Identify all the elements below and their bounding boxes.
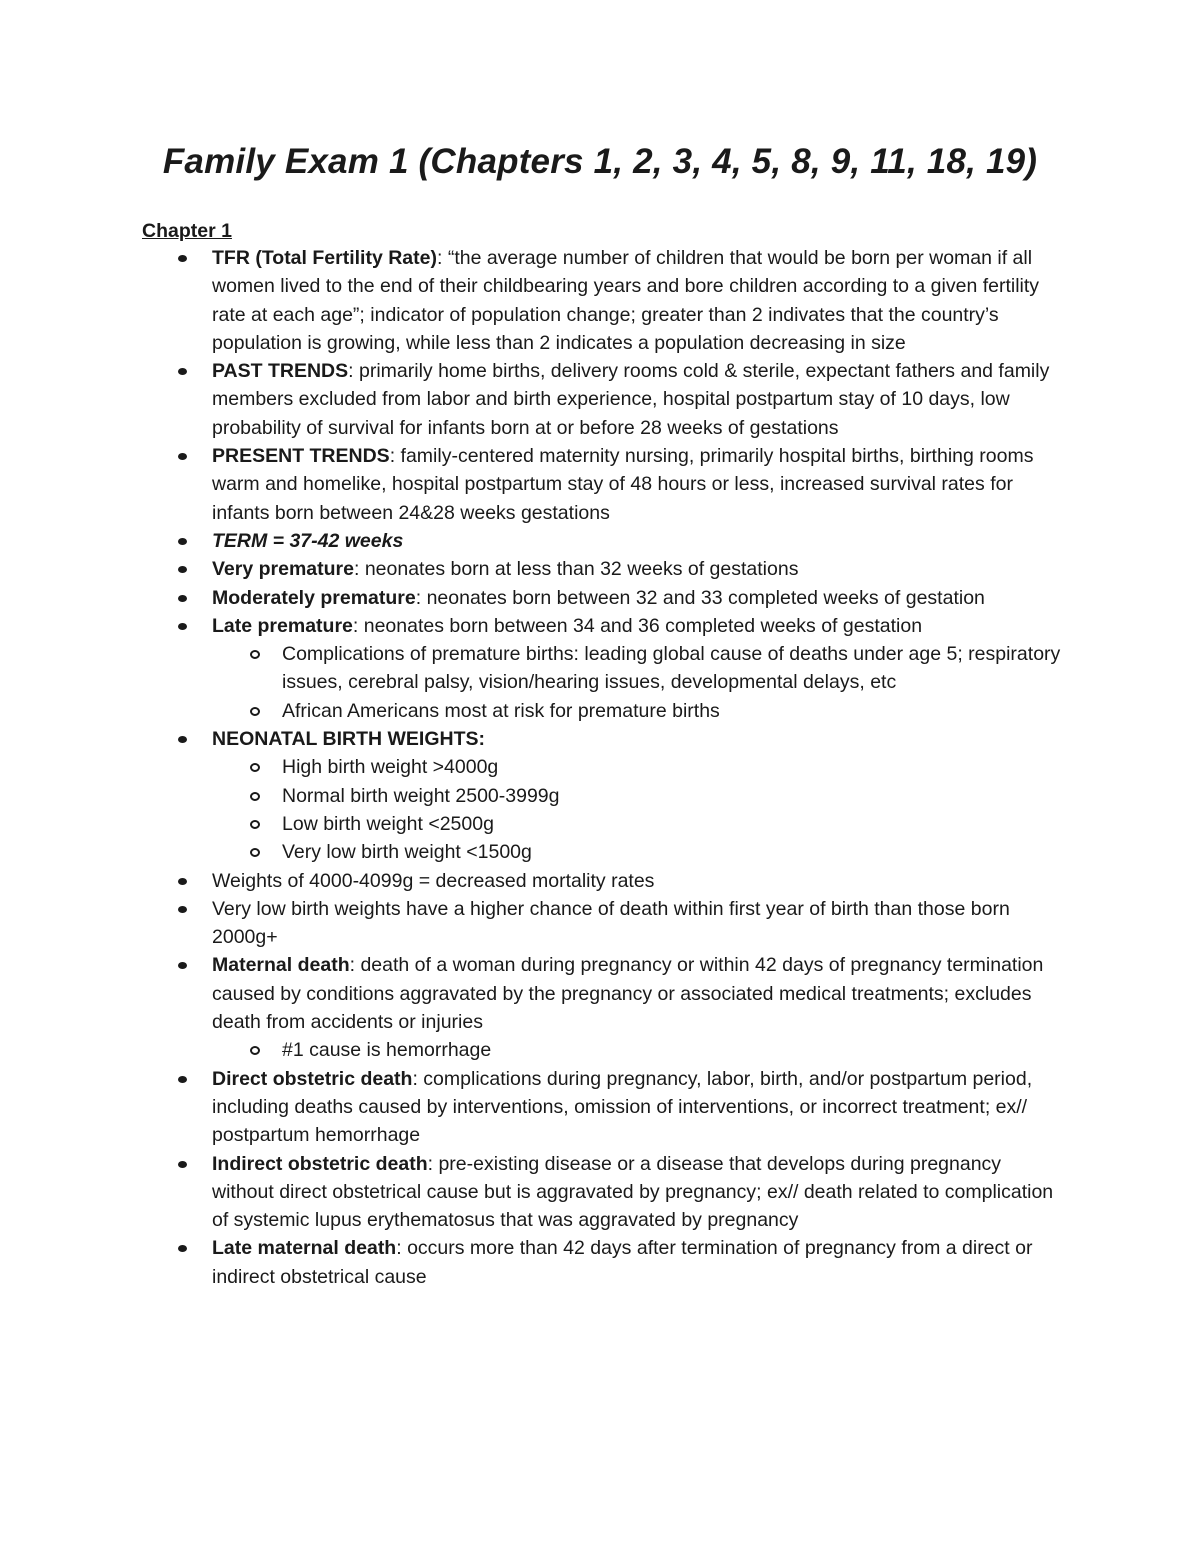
sub-list <box>212 1036 1068 1064</box>
bullet-icon <box>178 595 187 602</box>
bullet-icon <box>178 368 187 375</box>
bullet-icon <box>178 1161 187 1168</box>
definition: : “the average number of children that would be born per woman if all women lived to the end of their childbearing years and bore children according to a given fertility rate at each age”; indicator of population change; greater than 2 indivates that the country’s population is growing, while less than 2 indicates a population decreasing in size <box>212 247 1040 354</box>
term: Indirect obstetric death <box>212 1152 428 1175</box>
document-title: Family Exam 1 (Chapters 1, 2, 3, 4, 5, 8, 9, 11, 18, 19) <box>162 142 1038 181</box>
sub-item-text: African Americans most at risk for premature births <box>282 699 720 722</box>
bullet-icon <box>178 453 187 460</box>
sub-list-item <box>282 782 1068 810</box>
definition: : neonates born at less than 32 weeks of gestations <box>354 558 799 581</box>
bullet-icon <box>178 566 187 573</box>
sub-list-item <box>282 810 1068 838</box>
bullet-icon <box>178 906 187 913</box>
hollow-bullet-icon <box>250 650 260 659</box>
definition: : pre-existing disease or a disease that develops during pregnancy without direct obstetrical cause but is aggravated by pregnancy; ex// death related to complication of systemic lupus erythematosus that was aggravated by pregnancy <box>212 1152 1054 1232</box>
list-item <box>212 725 1068 866</box>
sub-item-text: Normal birth weight 2500-3999g <box>282 784 560 807</box>
term: Direct obstetric death <box>212 1067 413 1090</box>
term: Very premature <box>212 558 354 581</box>
bullet-icon <box>178 623 187 630</box>
list-item <box>212 244 1068 357</box>
sub-list-item <box>282 838 1068 866</box>
term: PRESENT TRENDS <box>212 445 390 468</box>
hollow-bullet-icon <box>250 848 260 857</box>
sub-item-text: Low birth weight <2500g <box>282 812 494 835</box>
sub-list-item <box>282 1036 1068 1064</box>
term: NEONATAL BIRTH WEIGHTS: <box>212 728 485 751</box>
list-item <box>212 1065 1068 1150</box>
definition: : occurs more than 42 days after termination of pregnancy from a direct or indirect obstetrical cause <box>212 1237 1033 1288</box>
sub-item-text: High birth weight >4000g <box>282 756 499 779</box>
term: Late maternal death <box>212 1237 397 1260</box>
definition: : complications during pregnancy, labor, birth, and/or postpartum period, including deaths caused by interventions, omission of interventions, or incorrect treatment; ex// postpartum hemorrhage <box>212 1067 1033 1147</box>
sub-list <box>212 640 1068 725</box>
sub-list-item <box>282 640 1068 697</box>
term: PAST TRENDS <box>212 360 349 383</box>
sub-list-item <box>282 697 1068 725</box>
hollow-bullet-icon <box>250 707 260 716</box>
list-item <box>212 895 1068 952</box>
list-item <box>212 527 1068 555</box>
term: Moderately premature <box>212 586 416 609</box>
list-item <box>212 555 1068 583</box>
hollow-bullet-icon <box>250 1046 260 1055</box>
hollow-bullet-icon <box>250 763 260 772</box>
list-item <box>212 442 1068 527</box>
list-item <box>212 951 1068 1064</box>
sub-list <box>212 753 1068 866</box>
bullet-icon <box>178 736 187 743</box>
bullet-icon <box>178 1245 187 1252</box>
definition: : neonates born between 34 and 36 completed weeks of gestation <box>352 614 923 637</box>
item-text: Very low birth weights have a higher chance of death within first year of birth than those born 2000g+ <box>212 897 1010 949</box>
definition: : primarily home births, delivery rooms cold & sterile, expectant fathers and family members excluded from labor and birth experience, hospital postpartum stay of 10 days, low probability of survival for infants born at or before 28 weeks of gestations <box>212 360 1050 439</box>
bullet-icon <box>178 1076 187 1083</box>
hollow-bullet-icon <box>250 792 260 801</box>
definition: : family-centered maternity nursing, primarily hospital births, birthing rooms warm and homelike, hospital postpartum stay of 48 hours or less, increased survival rates for infants born between 24&28 weeks gestations <box>212 445 1034 524</box>
hollow-bullet-icon <box>250 820 260 829</box>
bullet-icon <box>178 255 187 262</box>
term: Maternal death <box>212 954 350 977</box>
bullet-icon <box>178 962 187 969</box>
list-item <box>212 584 1068 612</box>
list-item <box>212 612 1068 725</box>
definition: : death of a woman during pregnancy or within 42 days of pregnancy termination caused by conditions aggravated by the pregnancy or associated medical treatments; excludes death from accidents or injuries <box>212 954 1044 1034</box>
notes-list <box>212 244 1068 1291</box>
sub-item-text: #1 cause is hemorrhage <box>282 1039 492 1062</box>
list-item <box>212 357 1068 442</box>
term: TERM = 37-42 weeks <box>212 529 404 552</box>
term: TFR (Total Fertility Rate) <box>212 247 437 269</box>
bullet-icon <box>178 878 187 885</box>
list-item <box>212 1150 1068 1235</box>
item-text: Weights of 4000-4099g = decreased mortality rates <box>212 869 655 892</box>
bullet-icon <box>178 538 187 545</box>
sub-item-text: Very low birth weight <1500g <box>282 841 532 864</box>
sub-item-text: Complications of premature births: leading global cause of deaths under age 5; respiratory issues, cerebral palsy, vision/hearing issues, developmental delays, etc <box>282 643 1061 694</box>
sub-list-item <box>282 753 1068 781</box>
list-item <box>212 867 1068 895</box>
definition: : neonates born between 32 and 33 completed weeks of gestation <box>415 586 985 609</box>
list-item <box>212 1234 1068 1291</box>
term: Late premature <box>212 614 353 637</box>
chapter-heading: Chapter 1 <box>142 220 232 242</box>
